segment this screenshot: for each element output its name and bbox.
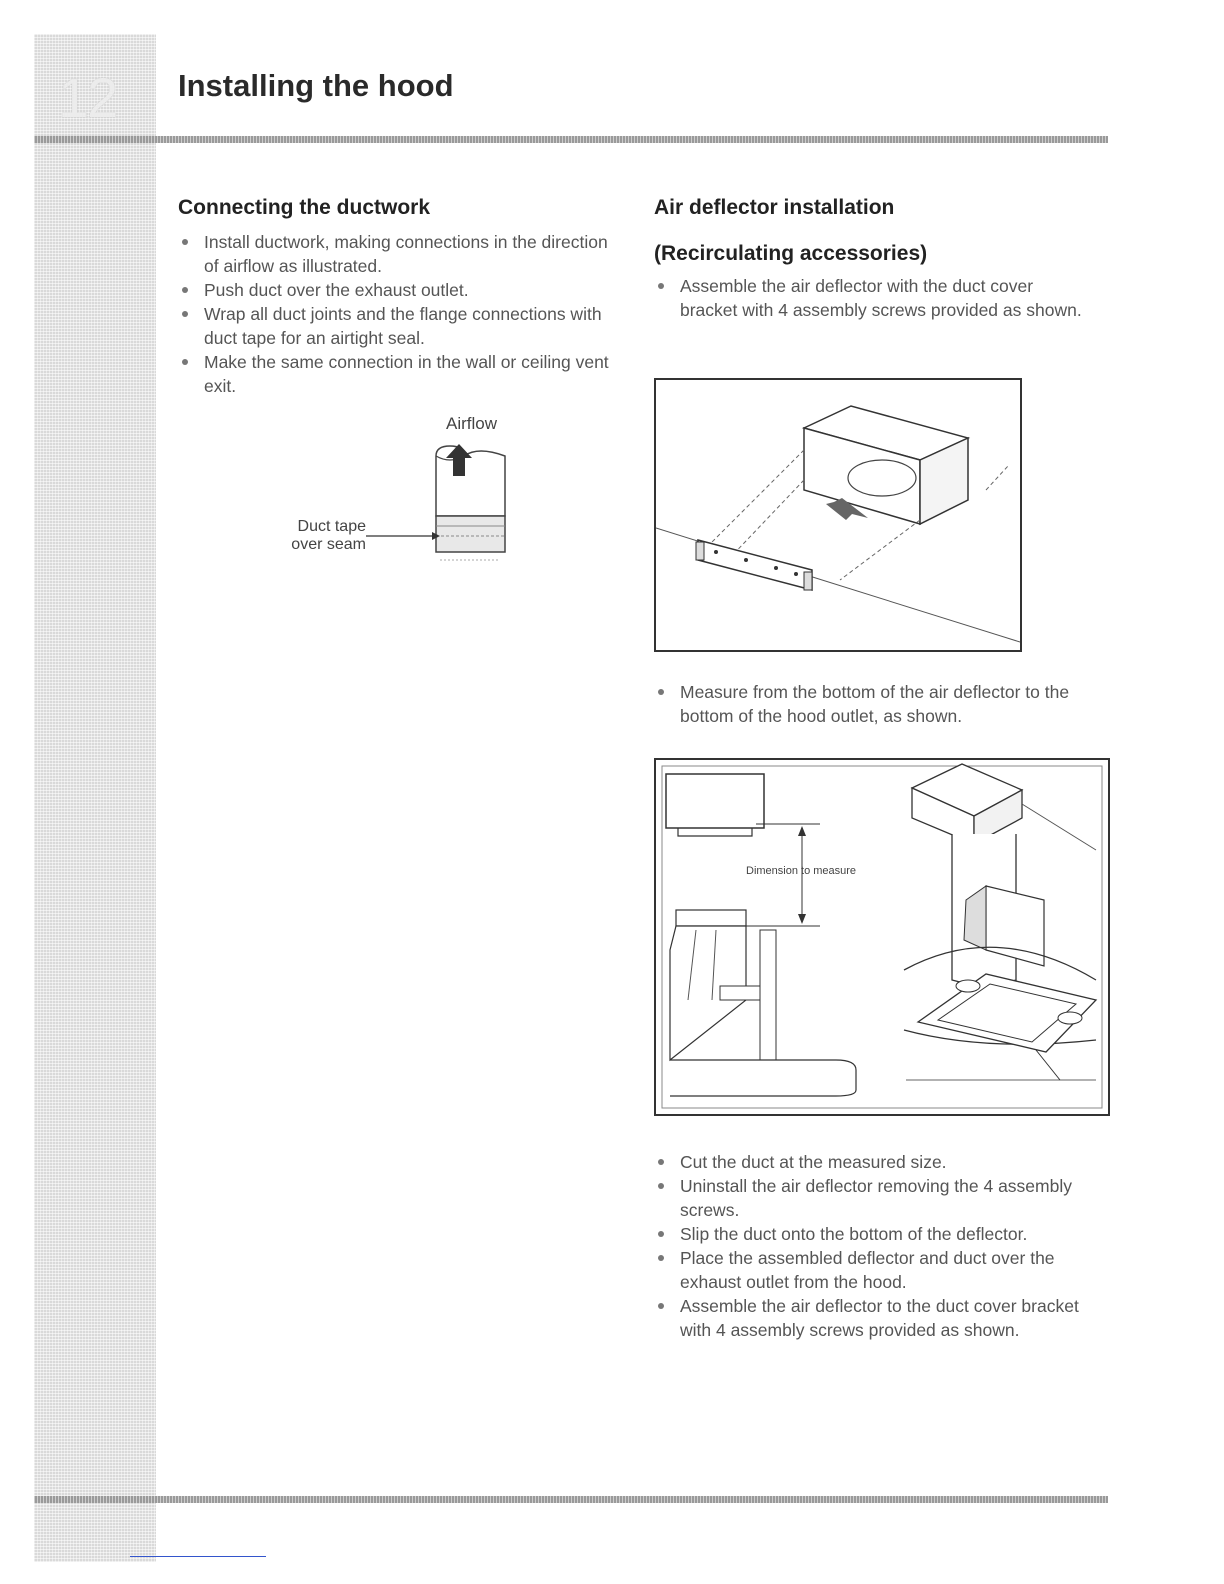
bottom-rule (34, 1496, 1108, 1503)
list-item: Assemble the air deflector with the duct cover bracket with 4 assembly screws provided as shown. (654, 274, 1094, 322)
section-subheading-recirculating: (Recirculating accessories) (654, 242, 928, 265)
list-item: Install ductwork, making connections in the direction of airflow as illustrated. (178, 230, 618, 278)
dimension-label: Dimension to measure (746, 865, 857, 877)
figure-measure-dimension (654, 758, 1110, 1116)
ductwork-bullet-list (178, 230, 618, 398)
list-item: Slip the duct onto the bottom of the deflector. (654, 1222, 1104, 1246)
duct-airflow-diagram (360, 436, 530, 576)
top-rule (34, 136, 1108, 143)
sidebar-texture (34, 34, 156, 1562)
list-item: Place the assembled deflector and duct over the exhaust outlet from the hood. (654, 1246, 1104, 1294)
list-item: Cut the duct at the measured size. (654, 1150, 1104, 1174)
duct-tape-band (436, 516, 505, 552)
list-item: Push duct over the exhaust outlet. (178, 278, 618, 302)
deflector-bullet-list-b (654, 680, 1094, 728)
figure-deflector-assembly (654, 378, 1022, 652)
list-item: Wrap all duct joints and the flange connections with duct tape for an airtight seal. (178, 302, 618, 350)
section-heading-ductwork: Connecting the ductwork (178, 196, 430, 219)
deflector-bullet-list-a (654, 274, 1094, 322)
deflector-assembly-drawing (656, 380, 1020, 650)
duct-cover-bracket (698, 540, 812, 590)
page-number: 12 (58, 66, 117, 129)
list-item: Assemble the air deflector to the duct cover bracket with 4 assembly screws provided as shown. (654, 1294, 1104, 1342)
page-title: Installing the hood (178, 68, 454, 103)
section-heading-deflector: Air deflector installation (654, 196, 895, 219)
list-item: Make the same connection in the wall or ceiling vent exit. (178, 350, 618, 398)
footer-link-line (130, 1556, 266, 1557)
list-item: Uninstall the air deflector removing the 4 assembly screws. (654, 1174, 1104, 1222)
airflow-label: Airflow (446, 414, 498, 433)
deflector-bullet-list-c (654, 1150, 1104, 1342)
measure-dimension-drawing (656, 760, 1108, 1114)
duct-tape-label-line2: over seam (291, 536, 366, 553)
duct-tape-label (266, 518, 366, 554)
list-item: Measure from the bottom of the air deflector to the bottom of the hood outlet, as shown. (654, 680, 1094, 728)
duct-tape-label-line1: Duct tape (297, 518, 366, 535)
